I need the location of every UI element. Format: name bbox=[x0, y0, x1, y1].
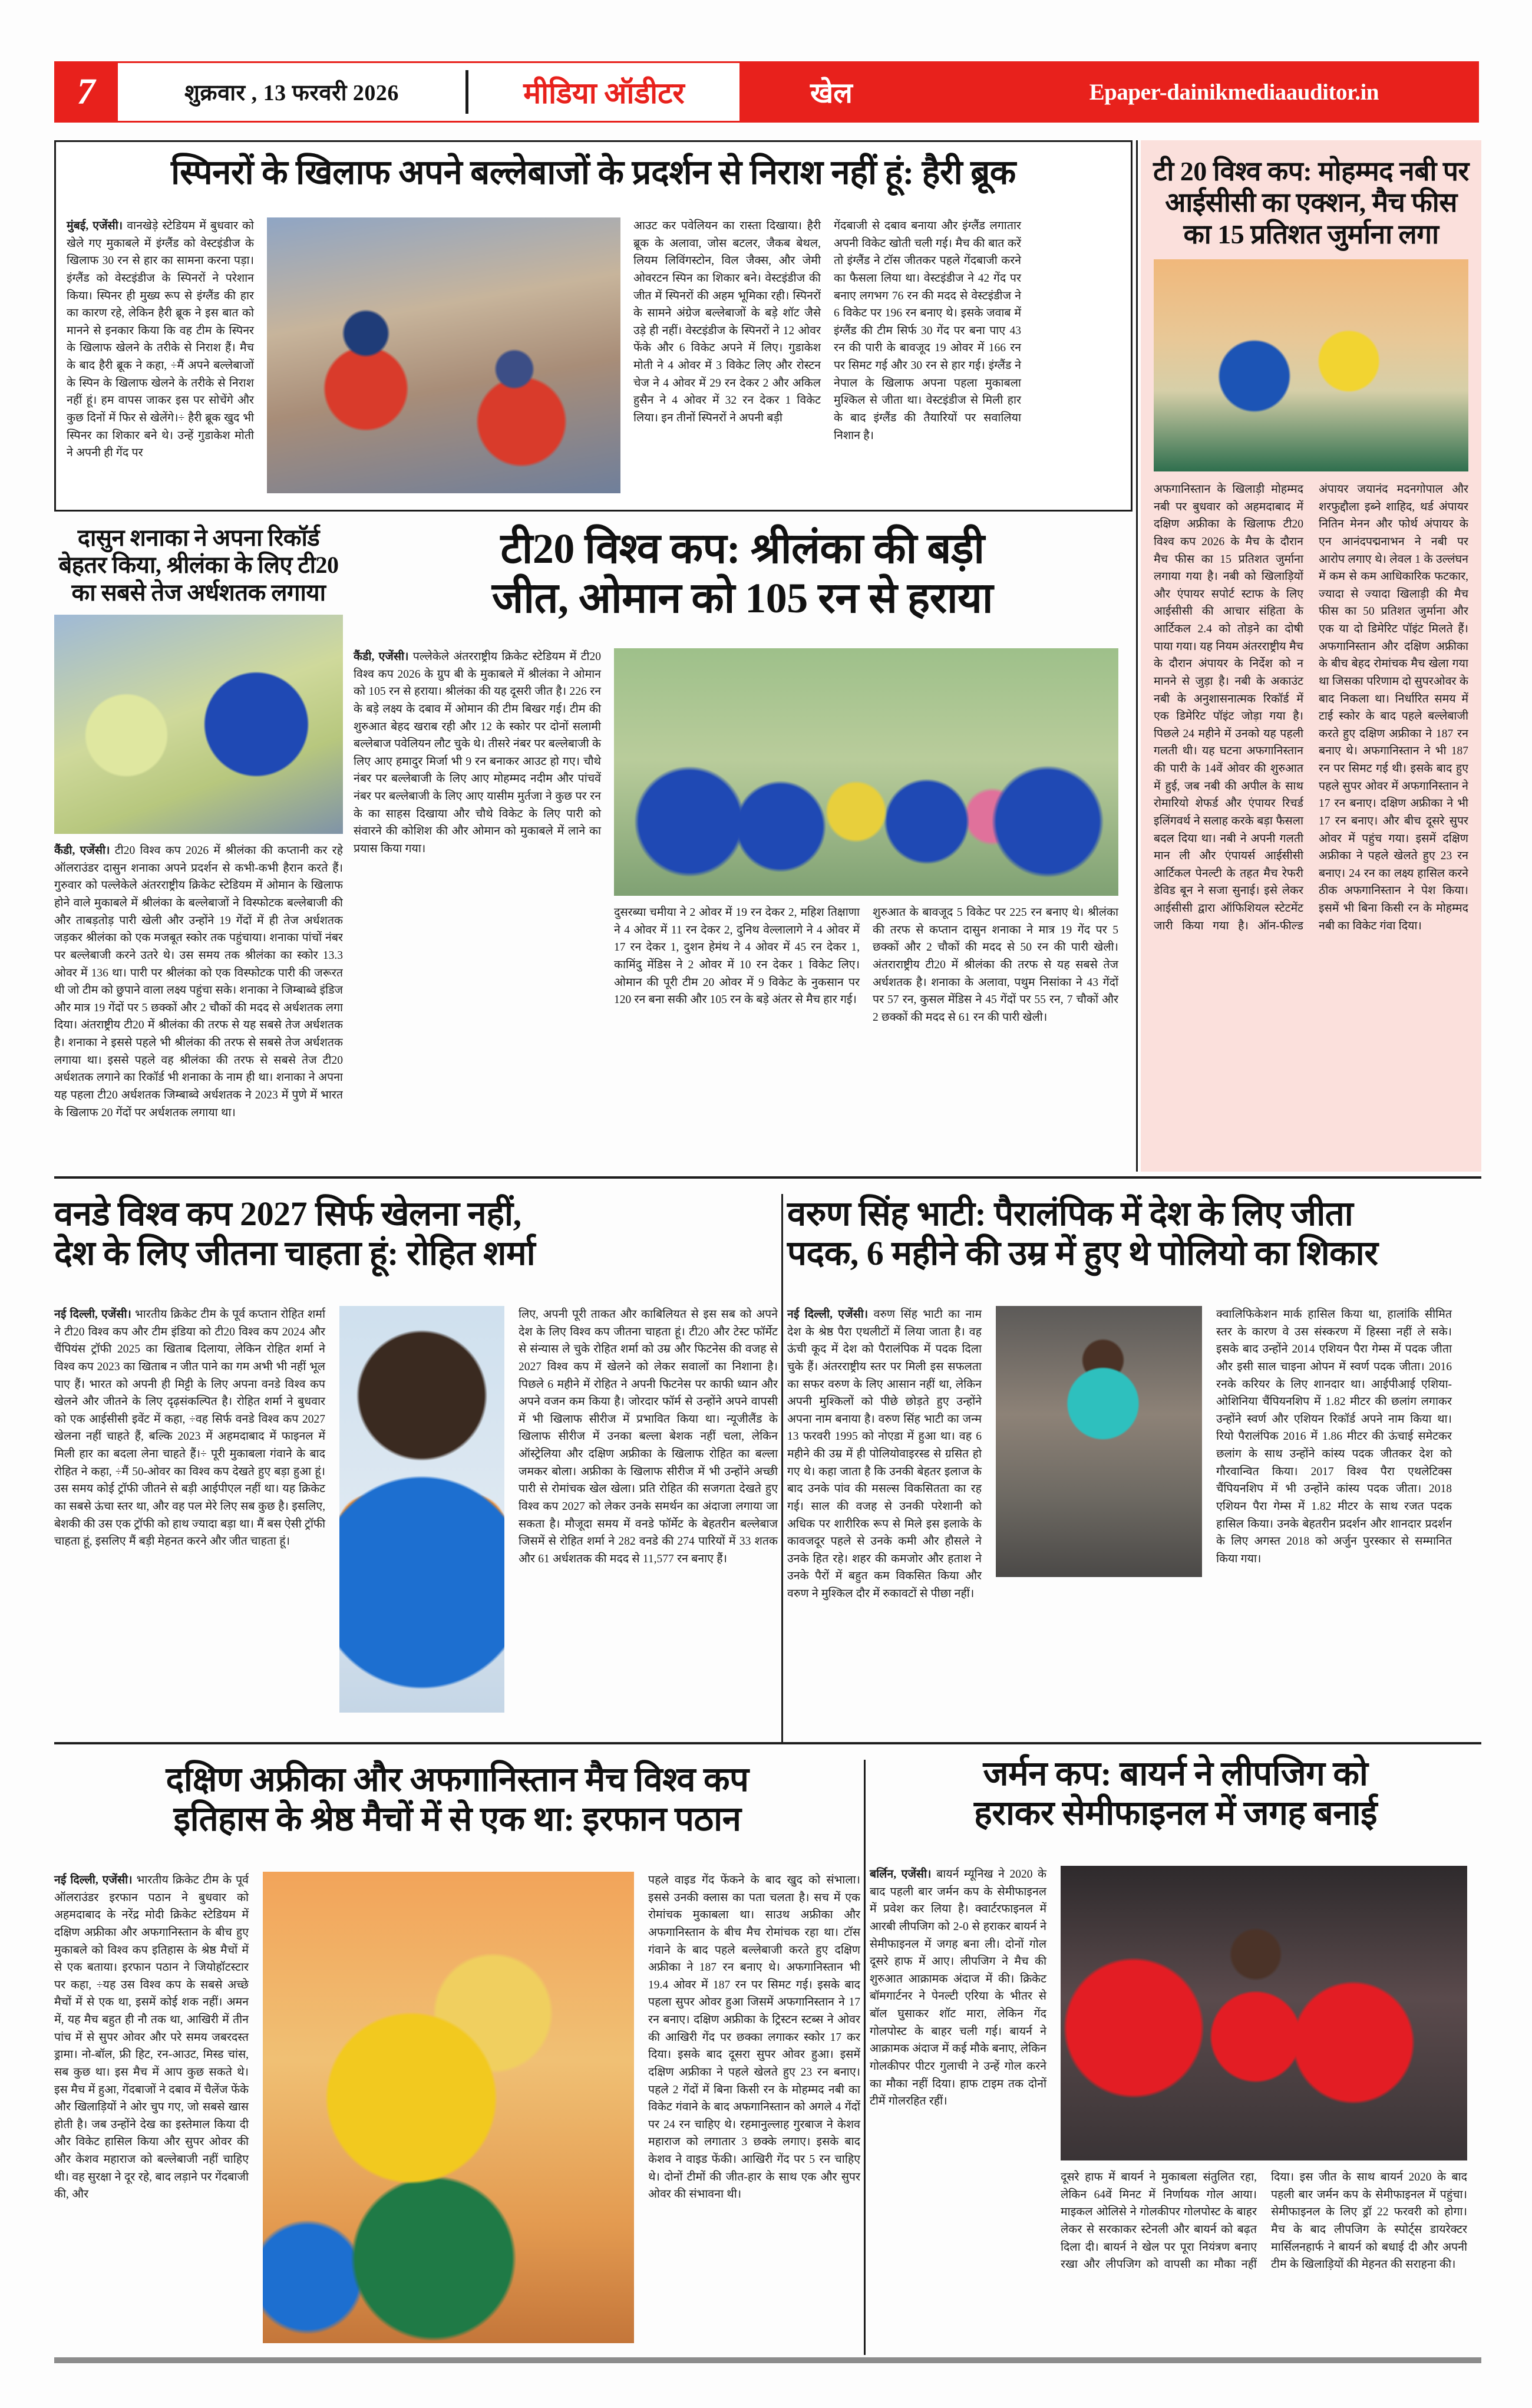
nabi-photo bbox=[1154, 259, 1468, 471]
rohit-headline-line2: देश के लिए जीतना चाहता हूं: रोहित शर्मा bbox=[54, 1234, 536, 1273]
irfan-column-2: पहले वाइड गेंद फेंकने के बाद खुद को संभाला। इससे उनकी क्लास का पता चलता है। सच में एक रोमांचक मुकाबला था। साउथ अफ्रीका और अफगानिस्तान के बीच मैच रोमांचक रहा था। टॉस गंवाने के बाद पहले बल्लेबाजी करते हुए दक्षिण अफ्रीका ने 187 रन बनाए थे। अफगानिस्तान भी 19.4 ओवर में 187 रन पर सिमट गई। इसके बाद पहला सुपर ओवर हुआ जिसमें अफगानिस्तान ने 17 रन बनाए। दक्षिण अफ्रीका के ट्रिस्टन स्टब्स ने ओवर की आखिरी गेंद पर छक्का लगाकर स्कोर 17 कर दिया। इसके बाद दूसरा सुपर ओवर हुआ। इसमें दक्षिण अफ्रीका ने पहले खेलते हुए 23 रन बनाए। पहले 2 गेंदों में बिना किसी रन के मोहम्मद नबी का विकेट गंवाने के बाद अफगानिस्तान को अगले 4 गेंदों पर 24 रन चाहिए थे। रहमानुल्लाह गुरबाज ने केशव महाराज को लगातार 3 छक्के लगाए। इसके बाद केशव ने वाइड फेंकी। आखिरी गेंद पर 5 रन चाहिए थे। दोनों टीमों की जीत-हार के साथ एक और सुपर ओवर की संभावना थी। bbox=[648, 1874, 860, 2201]
brook-column-1 bbox=[67, 217, 254, 494]
bayern-column-1 bbox=[870, 1866, 1046, 2334]
nabi-headline: टी 20 विश्व कप: मोहम्मद नबी पर आईसीसी का एक्शन, मैच फीस का 15 प्रतिशत जुर्माना लगा bbox=[1153, 156, 1469, 249]
section-rule-2 bbox=[54, 1742, 1481, 1744]
article-bayern bbox=[870, 1754, 1481, 2355]
brook-body-1: वानखेड़े स्टेडियम में बुधवार को खेले गए मुकाबले में इंग्लैंड को वेस्टइंडीज के खिलाफ 30 रन से हार का सामना करना पड़ा। इंग्लैंड को वेस्टइंडीज के स्पिनरों ने परेशान किया। स्पिनर ही मुख्य रूप से इंग्लैंड की हार का कारण रहे, लेकिन हैरी ब्रूक ने इस बात को मानने से इनकार किया कि वह टीम के स्पिनर के खिलाफ खेलने के तरीके से निराश हैं। मैच के बाद हैरी ब्रूक ने कहा, ÷मैं अपने बल्लेबाजों के स्पिन के खिलाफ खेलने के तरीके से निराश नहीं हूं। हम वापस जाकर इस पर सोचेंगे और कुछ दिनों में फिर से खेलेंगे।÷ हैरी ब्रूक खुद भी स्पिनर का शिकार बने थे। उन्हें गुडाकेश मोती ने अपनी ही गेंद पर bbox=[67, 220, 254, 460]
bayern-body-1: बायर्न म्यूनिख ने 2020 के बाद पहली बार जर्मन कप के सेमीफाइनल में प्रवेश कर लिया है। क्वार्टरफाइनल में आरबी लीपजिग को 2-0 से हराकर बायर्न ने सेमीफाइनल में जगह बना ली। दोनों गोल दूसरे हाफ में आए। लीपजिग ने मैच की शुरुआत आक्रामक अंदाज में की। क्रिकेट बॉमगार्टनर ने पेनल्टी एरिया के भीतर से बॉल घुसाकर शॉट मारा, लेकिन गेंद गोलपोस्ट के बाहर चली गई। बायर्न ने आक्रामक अंदाज में कई मौके बनाए, लेकिन गोलकीपर पीटर गुलाची ने उन्हें गोल करने का मौका नहीं दिया। हाफ टाइम तक दोनों टीमें गोलरहित रहीं। bbox=[870, 1868, 1046, 2108]
varun-column-2: क्वालिफिकेशन मार्क हासिल किया था, हालांकि सीमित स्तर के कारण वे उस संस्करण में हिस्सा नहीं ले सके। इसके बाद उन्होंने 2014 एशियन पैरा गेम्स में पदक जीता और इसी साल चाइना ओपन में स्वर्ण पदक जीता। 2016 रनके करियर के लिए शानदार था। आईपीआई एशिया-ओशिनिया चैंपियनशिप में 1.82 मीटर की छलांग लगाकर उन्होंने स्वर्ण और एशियन रिकॉर्ड अपने नाम किया था। रियो पैरालंपिक 2016 में 1.86 मीटर की ऊंचाई समेटकर छलांग के साथ उन्होंने कांस्य पदक जीतकर देश को गौरवान्वित किया। 2017 विश्व पैरा एथलेटिक्स चैंपियनशिप में भी उन्होंने कांस्य पदक जीता। 2018 एशियन पैरा गेम्स में 1.82 मीटर के साथ रजत पदक हासिल किया। उनके बेहतरीन प्रदर्शन और शानदार प्रदर्शन के लिए अगस्त 2018 को अर्जुन पुरस्कार से सम्मानित किया गया। bbox=[1216, 1308, 1452, 1565]
publication-date: शुक्रवार , 13 फरवरी 2026 bbox=[184, 81, 399, 105]
varun-body-1: वरुण सिंह भाटी का नाम देश के श्रेष्ठ पैरा एथलीटों में लिया जाता है। वह ऊंची कूद में देश को पैरालंपिक में पदक दिला चुके हैं। अंतरराष्ट्रीय स्तर पर मिली इस सफलता का सफर वरुण के लिए आसान नहीं था, लेकिन अपनी मुश्किलों को पीछे छोड़ते हुए उन्होंने अपना नाम बनाया है। वरुण सिंह भाटी का जन्म 13 फरवरी 1995 को नोएडा में हुआ था। वह 6 महीने की उम्र में ही पोलियोवाइरस्ड से ग्रसित हो गए थे। कहा जाता है कि उनकी बेहतर इलाज के बाद उनके पांव की मसल्स विकसितता का रह गई। साल की वजह से उनकी परेशानी को अधिक पर शारीरिक रूप से मिले इस इलाके के कावजदूर पहले से उनके कमी और हौसले ने उनके हित रहे। शहर की कमजोर और हताश ने उनके पैरों में बहुत कम विकसित किया और वरुण ने मुश्किल दौर में रुकावटों से पीछा नहीं। bbox=[787, 1308, 982, 1600]
section-rule-1 bbox=[54, 1176, 1481, 1179]
rohit-body-1: भारतीय क्रिकेट टीम के पूर्व कप्तान रोहित शर्मा ने टी20 विश्व कप और टीम इंडिया को टी20 विश्व कप 2024 और चैंपियंस ट्रॉफी 2025 का खिताब दिलाया, लेकिन रोहित शर्मा ने विश्व कप 2023 का खिताब न जीत पाने का गम अभी भी नहीं भूल पाए हैं। भारत को अपनी ही मिट्टी के लिए अपना वनडे विश्व कप खेलने और जीतने के लिए दृढ़संकल्पित है। रोहित शर्मा ने बुधवार को एक आईसीसी इवेंट में कहा, ÷वह सिर्फ वनडे विश्व कप 2027 खेलना नहीं चाहते हैं, बल्कि 2023 में अहमदाबाद में फाइनल में मिली हार का बदला लेना चाहते हैं।÷ पूरी मुकाबला गंवाने के बाद रोहित ने कहा, ÷मैं 50-ओवर का विश्व कप देखते हुए बड़ा हुआ हूं। उस समय कोई ट्रॉफी जीतने से बड़ी आईपीएल नहीं था। यह क्रिकेट का सबसे ऊंचा स्तर था, और वह पल मेरे लिए सब कुछ है। इसलिए, बेशकी की उस एक ट्रॉफी को हाथ ज्यादा बड़ा था। मैं बस ऐसी ट्रॉफी चाहता हूं, इसलिए मैं बड़ी मेहनत करने और जीत चाहता हूं। bbox=[54, 1308, 325, 1548]
brook-photo bbox=[267, 217, 620, 493]
vertical-rule-row2 bbox=[781, 1194, 783, 1742]
irfan-headline-line1: दक्षिण अफ्रीका और अफगानिस्तान मैच विश्व कप bbox=[166, 1760, 749, 1799]
srilanka-dateline: कैंडी, एजेंसी। bbox=[354, 651, 409, 663]
vertical-rule-top-right bbox=[1136, 140, 1138, 1172]
article-nabi bbox=[1141, 140, 1481, 1172]
srilanka-column-2: दुसरब्या चमीया ने 2 ओवर में 19 रन देकर 2, महिश तिक्षाणा ने 4 ओवर में 11 रन देकर 2, दुनिथ वेल्लालागे ने 4 ओवर में 17 रन देकर 1, दुशन हेमंथ ने 4 ओवर में 45 रन देकर 1, कामिंदु मेंडिस ने 2 ओवर में 10 रन देकर 1 विकेट लिए। ओमान की पूरी टीम 20 ओवर में 9 विकेट के नुकसान पर 120 रन बना सकी और 105 रन के बड़े अंतर से मैच हार गई। bbox=[614, 906, 860, 1007]
srilanka-headline-line2: जीत, ओमान को 105 रन से हराया bbox=[491, 574, 993, 622]
masthead-divider bbox=[465, 61, 468, 123]
varun-headline-line1: वरुण सिंह भाटी: पैरालंपिक में देश के लिए जीता bbox=[787, 1195, 1353, 1233]
shanaka-body-wrap bbox=[54, 842, 343, 1231]
bayern-headline-line2: हराकर सेमीफाइनल में जगह बनाई bbox=[974, 1794, 1377, 1833]
nabi-body: अफगानिस्तान के खिलाड़ी मोहम्मद नबी पर बुधवार को अहमदाबाद में दक्षिण अफ्रीका के खिलाफ टी20 विश्व कप 2026 के मैच के दौरान मैच फीस का 15 प्रतिशत जुर्माना लगाया गया है। नबी को खिलाड़ियों और एंपायर सपोर्ट स्टाफ के लिए आईसीसी की आचार संहिता के आर्टिकल 2.4 को तोड़ने का दोषी पाया गया। यह नियम अंतरराष्ट्रीय मैच के दौरान अंपायर के निर्देश को न मानने से जुड़ा है। नबी के अकाउंट नबी के अनुशासनात्मक रिकॉर्ड में एक डिमेरिट पॉइंट जोड़ा गया है। पिछले 24 महीने में उनको यह पहली गलती थी। यह घटना अफगानिस्तान की पारी के 14वें ओवर की शुरुआत में हुई, जब नबी की अपील के साथ रोमारियो शेफर्ड और एंपायर रिचर्ड इलिंगवर्थ ने सलाह करके बड़ा फैसला बदल दिया था। नबी ने अपनी गलती मान ली और एंपायर्स आईसीसी आर्टिकल पेनल्टी के तहत मैच रेफरी डेविड बून ने सजा सुनाई। इसे लेकर आईसीसी द्वारा ऑफिशियल स्टेटमेंट जारी किया गया है। ऑन-फील्ड अंपायर जयानंद मदनगोपाल और शरफुद्दौला इब्ने शाहिद, थर्ड अंपायर नितिन मेनन और फोर्थ अंपायर के एन आनंदपद्मनाभन ने नबी पर आरोप लगाए थे। लेवल 1 के उल्लंघन में कम से कम आधिकारिक फटकार, ज्यादा से ज्यादा खिलाड़ी की मैच फीस का 50 प्रतिशत जुर्माना और एक या दो डिमेरिट पॉइंट मिलते हैं। अफगानिस्तान और दक्षिण अफ्रीका के बीच बेहद रोमांचक मैच खेला गया था जिसका परिणाम दो सुपरओवर के बाद निकला था। निर्धारित समय में टाई स्कोर के बाद पहले बल्लेबाजी करते हुए दक्षिण अफ्रीका ने 187 रन बनाए थे। अफगानिस्तान ने भी 187 रन पर सिमट गई थी। इसके बाद हुए पहले सुपर ओवर में अफगानिस्तान ने 17 रन बनाए। दक्षिण अफ्रीका ने भी 17 रन बनाए। और बीच दूसरे सुपर ओवर में पहुंच गया। इसमें दक्षिण अफ्रीका ने पहले खेलते हुए 23 रन बनाए। 24 रन का लक्ष्य हासिल करने ठीक अफगानिस्तान ने पेश किया। इसमें भी बिना किसी रन के मोहम्मद नबी का विकेट गंवा दिया। bbox=[1154, 483, 1468, 932]
irfan-column-1 bbox=[54, 1872, 249, 2343]
bayern-dateline: बर्लिन, एजेंसी। bbox=[870, 1868, 932, 1881]
article-srilanka-main bbox=[354, 525, 1131, 1173]
srilanka-column-3: शुरुआत के बावजूद 5 विकेट पर 225 रन बनाए थे। श्रीलंका की तरफ से कप्तान दासुन शनाका ने मात्र 19 गेंद पर 5 छक्कों और 2 चौकों की मदद से 50 रन की पारी खेली। अंतराराष्ट्रीय टी20 में श्रीलंका की तरफ से यह सबसे तेज अर्धशतक है। शनाका के अलावा, पथुम निसांका ने 43 गेंदों पर 57 रन, कुसल मेंडिस ने 45 गेंदों पर 55 रन, 7 चौकों और 2 छक्कों की मदद से 61 रन की पारी खेली। bbox=[873, 906, 1118, 1024]
rohit-headline-line1: वनडे विश्व कप 2027 सिर्फ खेलना नहीं, bbox=[54, 1195, 521, 1233]
rohit-dateline: नई दिल्ली, एजेंसी। bbox=[54, 1308, 131, 1321]
masthead-red-bar bbox=[739, 61, 1479, 123]
rohit-photo bbox=[339, 1306, 504, 1713]
shanaka-body: टी20 विश्व कप 2026 में श्रीलंका की कप्तानी कर रहे ऑलराउंडर दासुन शनाका अपने प्रदर्शन से कभी-कभी हैरान करते हैं। गुरुवार को पल्लेकेले अंतरराष्ट्रीय क्रिकेट स्टेडियम में ओमान के खिलाफ होने वाले मुकाबले में श्रीलंका के बल्लेबाजों ने विस्फोटक बल्लेबाजी की और ताबड़तोड़ पारी खेली और उन्होंने 19 गेंदों में ही तेज अर्धशतक जड़कर श्रीलंका को एक मजबूत स्कोर तक पहुंचाया। शनाका पांचों नंबर पर बल्लेबाजी करने उतरे थे। उस समय तक श्रीलंका का स्कोर 13.3 ओवर में 136 था। पारी पर श्रीलंका को एक विस्फोटक पारी की जरूरत थी जो टीम को छुपाने वाला लक्ष्य पहुंचा सके। शनाका ने जिम्बाब्वे इंडिज और मात्र 19 गेंदों पर 5 छक्कों और 2 चौकों की मदद से अर्धशतक लगा दिया। अंतराष्ट्रीय टी20 में श्रीलंका की तरफ से यह सबसे तेज अर्धशतक है। शनाका ने इससे पहले भी श्रीलंका की तरफ से सबसे तेज अर्धशतक लगाया था। इससे पहले वह श्रीलंका की तरफ से सबसे तेज टी20 अर्धशतक लगाने का रिकॉर्ड भी शनाका के नाम ही था। शनाका ने अपना यह पहला टी20 अर्धशतक जिम्बाब्वे अर्धशतक ने 2023 में पुणे में भारत के खिलाफ 20 गेंदों पर अर्धशतक लगाया था। bbox=[54, 845, 343, 1119]
masthead-date-container bbox=[118, 61, 465, 123]
irfan-photo bbox=[263, 1872, 634, 2343]
brook-column-2: आउट कर पवेलियन का रास्ता दिखाया। हैरी ब्रूक के अलावा, जोस बटलर, जैकब बेथल, लियम लिविंगस्टोन, विल जैक्स, और जेमी ओवरटन स्पिन का शिकार बने। वेस्टइंडीज की जीत में स्पिनरों की अहम भूमिका रही। स्पिनरों के सामने अंग्रेज बल्लेबाजों के बड़े शॉट जैसे उड़े ही नहीं। वेस्टइंडीज के स्पिनरों ने 12 ओवर फेंके और 6 विकेट अपने में लिए। गुडाकेश मोती ने 4 ओवर में 3 विकेट लिए और रोस्टन चेज ने 4 ओवर में 29 रन देकर 2 और अकिल हुसैन ने 4 ओवर में 32 रन देकर 1 विकेट लिया। इन तीनों स्पिनरों ने अपनी बड़ी bbox=[633, 220, 821, 424]
article-brook bbox=[54, 140, 1133, 512]
bayern-column-2: दूसरे हाफ में बायर्न ने मुकाबला संतुलित रहा, लेकिन 64वें मिनट में निर्णायक गोल आया। माइकल ओलिसे ने गोलकीपर गोलपोस्ट के बाहर लेकर से सरकाकर स्टेनली और बायर्न को बढ़त दिला दी। बायर्न ने खेल पर पूरा नियंत्रण बनाए रखा और लीपजिग को वापसी का मौका नहीं दिया। इस जीत के साथ बायर्न 2020 के बाद पहली बार जर्मन कप के सेमीफाइनल में पहुंचा। सेमीफाइनल के लिए ड्रॉ 22 फरवरी को होगा। मैच के बाद लीपजिग के स्पोर्ट्स डायरेक्टर मार्सिलनहार्फ ने बायर्न को बधाई दी और अपनी टीम के खिलाड़ियों की मेहनत की सराहना की। bbox=[1061, 2171, 1467, 2271]
brook-headline: स्पिनरों के खिलाफ अपने बल्लेबाजों के प्रदर्शन से निराश नहीं हूं: हैरी ब्रूक bbox=[171, 153, 1016, 192]
article-rohit bbox=[54, 1194, 778, 1736]
srilanka-headline-line1: टी20 विश्व कप: श्रीलंका की बड़ी bbox=[500, 525, 985, 572]
article-irfan bbox=[54, 1760, 860, 2355]
irfan-headline-line2: इतिहास के श्रेष्ठ मैचों में से एक था: इरफान पठान bbox=[173, 1800, 741, 1839]
website-url[interactable]: Epaper-dainikmediaauditor.in bbox=[1089, 79, 1379, 105]
rohit-column-2: लिए, अपनी पूरी ताकत और काबिलियत से इस सब को अपने देश के लिए विश्व कप जीतना चाहता हूं। टी20 और टेस्ट फॉर्मेट से संन्यास ले चुके रोहित शर्मा को उम्र और फिटनेस की वजह से 2027 विश्व कप में खेलने को लेकर सवालों का निशाना है। पिछले 6 महीने में रोहित ने अपनी फिटनेस पर काफी ध्यान और अपने वजन कम किया है। जोरदार फॉर्म से उन्होंने अपने वापसी में भी खिलाफ सीरीज में प्रभावित किया था। न्यूजीलैंड के खिलाफ सीरीज में उनका बल्ला बेशक नहीं चला, लेकिन ऑस्ट्रेलिया और दक्षिण अफ्रीका के खिलाफ रोहित का बल्ला जमकर बोला। अफ्रीका के खिलाफ सीरीज में भी उन्होंने अच्छी पारी से रोमांचक खेल खेला। प्रति रोहित की सजगता देखते हुए विश्व कप 2027 को लेकर उनके समर्थन का अंदाजा लगाया जा सकता है। मौजूदा समय में वनडे फॉर्मेट के बेहतरीन बल्लेबाज जिसमें से रोहित शर्मा ने 282 वनडे की 274 पारियों में 33 शतक और 61 अर्धशतक की मदद से 11,577 रन बनाए हैं। bbox=[519, 1308, 778, 1565]
brand-name: मीडिया ऑडीटर bbox=[523, 77, 685, 110]
srilanka-body-1: पल्लेकेले अंतरराष्ट्रीय क्रिकेट स्टेडियम में टी20 विश्व कप 2026 के ग्रुप बी के मुकाबले में श्रीलंका ने ओमान को 105 रन से हराया। श्रीलंका की यह दूसरी जीत है। 226 रन के बड़े लक्ष्य के दबाव में ओमान की टीम बिखर गई। टीम की शुरुआत बेहद खराब रही और 12 के स्कोर पर दोनों सलामी बल्लेबाज पवेलियन लौट चुके थे। तीसरे नंबर पर बल्लेबाजी के लिए आए हमादुर मिर्जा भी 9 रन बनाकर आउट हो गए। चौथे नंबर पर बल्लेबाजी के लिए आए मोहम्मद नदीम और पांचवें नंबर पर बल्लेबाजी के लिए आए यासीम मुर्तजा ने कुछ पर रन के का साहस दिखाया और चौथे विकेट के लिए पारी को संवारने की कोशिश की और ओमान को मुकाबले में लाने का प्रयास किया गया। bbox=[354, 651, 601, 855]
irfan-body-1: भारतीय क्रिकेट टीम के पूर्व ऑलराउंडर इरफान पठान ने बुधवार को अहमदाबाद के नरेंद्र मोदी क्रिकेट स्टेडियम में दक्षिण अफ्रीका और अफगानिस्तान के बीच हुए मुकाबले को विश्व कप इतिहास के श्रेष्ठ मैचों में से एक बताया। इरफान पठान ने जियोहॉटस्टार पर कहा, ÷यह उस विश्व कप के सबसे अच्छे मैचों में से एक था, इसमें कोई शक नहीं। अमन में, यह मैच बहुत ही नौ तक था, आखिरी में तीन पांच में से सुपर ओवर और परे समय जबरदस्त ड्रामा। नो-बॉल, फ्री हिट, रन-आउट, मिस्ड चांस, सब कुछ था। इस मैच में आप कुछ सकते थे। इस मैच में हुआ, गेंदबाजों ने दबाव में चैलेंज फेंके और खिलाड़ियों ने ओर चुप गए, जो सबसे खास होती है। जब उन्होंने देख का इस्तेमाल किया दी और विकेट हासिल किया और सुपर ओवर की और केशव महाराज को बल्लेबाजी नहीं चाहिए थी। वह सुरक्षा ने दूर रहे, बाद लड़ाने पर गेंदबाजी की, और bbox=[54, 1874, 249, 2201]
brook-dateline: मुंबई, एजेंसी। bbox=[67, 220, 123, 232]
varun-dateline: नई दिल्ली, एजेंसी। bbox=[787, 1308, 869, 1321]
shanaka-headline: दासुन शनाका ने अपना रिकॉर्ड बेहतर किया, श्रीलंका के लिए टी20 का सबसे तेज अर्धशतक लगाया bbox=[58, 525, 339, 606]
srilanka-column-1 bbox=[354, 648, 601, 1026]
article-shanaka bbox=[54, 525, 343, 1173]
varun-column-1 bbox=[787, 1306, 982, 1603]
rohit-column-1 bbox=[54, 1306, 325, 1713]
srilanka-photo bbox=[614, 648, 1118, 896]
shanaka-dateline: कैंडी, एजेंसी। bbox=[54, 845, 110, 857]
article-varun bbox=[787, 1194, 1481, 1736]
irfan-dateline: नई दिल्ली, एजेंसी। bbox=[54, 1874, 133, 1886]
shanaka-photo bbox=[54, 615, 343, 834]
brook-column-3: गेंदबाजी से दबाव बनाया और इंग्लैंड लगातार अपनी विकेट खोती चली गई। मैच की बात करें तो इंग्लैंड ने टॉस जीतकर पहले गेंदबाजी करने का फैसला लिया था। वेस्टइंडीज ने 42 गेंद पर बनाए लगभग 76 रन की मदद से वेस्टइंडीज ने 6 विकेट पर 196 रन बनाए थे। इसके जवाब में इंग्लैंड की टीम सिर्फ 30 गेंद पर बना पाए 43 रन की पारी के बावजूद 19 ओवर में 166 रन पर सिमट गई और 30 रन से हार गई। इंग्लैंड ने नेपाल के खिलाफ अपना पहला मुकाबला मुश्किल से जीता था। वेस्टइंडीज से मिली हार के बाद इंग्लैंड की तैयारियों पर सवालिया निशान है। bbox=[834, 220, 1021, 442]
bayern-headline-line1: जर्मन कप: बायर्न ने लीपजिग को bbox=[983, 1754, 1368, 1793]
page-number: 7 bbox=[54, 61, 118, 123]
masthead-brand-container bbox=[468, 61, 739, 123]
footer-rule bbox=[54, 2357, 1481, 2363]
vertical-rule-row3 bbox=[864, 1760, 866, 2355]
section-name: खेल bbox=[810, 77, 853, 109]
masthead bbox=[54, 61, 1479, 123]
bayern-photo bbox=[1061, 1866, 1467, 2160]
varun-headline-line2: पदक, 6 महीने की उम्र में हुए थे पोलियो का शिकार bbox=[787, 1234, 1378, 1273]
varun-photo bbox=[996, 1306, 1202, 1577]
